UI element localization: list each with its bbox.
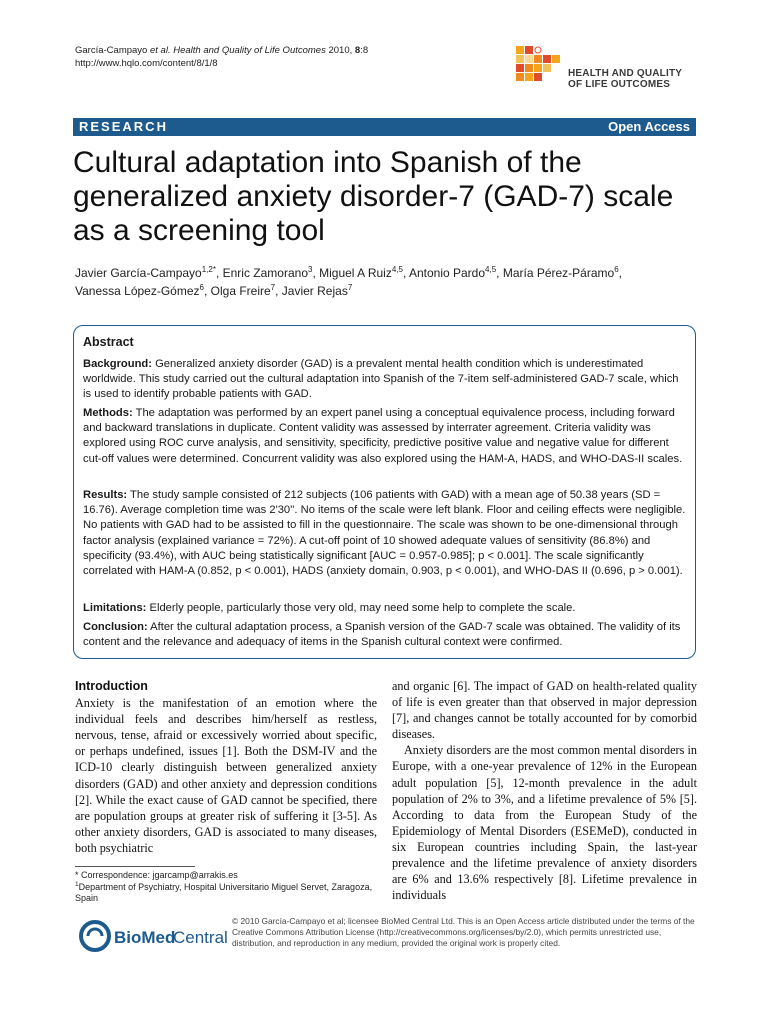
author-name: Javier Rejas <box>281 284 348 298</box>
citation-journal: Health and Quality of Life Outcomes <box>173 45 326 56</box>
abstract-section-text: The adaptation was performed by an expert panel using a conceptual equivalence process, including forward and backward translations in duplicate. Content validity was assessed by interrater agreement. Criteria validity was explored using ROC curve analysis, and sensitivity, specificity, predictive positive value and negative value for different cut-off values were determined. Concurrent validity was also explored using the HAM-A, HADS, and WHO-DAS-II scales. <box>83 407 683 465</box>
author-separator: , <box>215 266 223 280</box>
author-separator: , <box>496 266 503 280</box>
license-text: © 2010 García-Campayo et al; licensee BioMed Central Ltd. This is an Open Access article distributed under the terms of the Creative Commons Attribution License (http://creativecommons.org/licenses/by/2.0), which permits unrestricted use, distribution, and reproduction in any medium, provided the original work is properly cited. <box>232 916 695 948</box>
author-name: Antonio Pardo <box>408 266 486 280</box>
author-affiliation-sup: 6 <box>614 265 619 274</box>
correspondence-note: * Correspondence: jgarcamp@arrakis.es <box>75 870 238 880</box>
affiliation-sup: 1 <box>75 880 79 888</box>
abstract-section-text: Generalized anxiety disorder (GAD) is a prevalent mental health condition which is underestimated worldwide. This study carried out the cultural adaptation into Spanish of the 7-item self-administered GAD-7 scale, which is used to identify probable patients with GAD. <box>83 358 679 401</box>
affiliation-text: Department of Psychiatry, Hospital Universitario Miguel Servet, Zaragoza, Spain <box>75 881 373 903</box>
article-title: Cultural adaptation into Spanish of the generalized anxiety disorder-7 (GAD-7) scale as a screening tool <box>73 146 674 247</box>
abstract-section-label: Conclusion: <box>83 621 148 633</box>
abstract-section-label: Methods: <box>83 407 133 419</box>
author-separator: , <box>402 266 409 280</box>
abstract-conclusion <box>83 620 688 650</box>
abstract-section-label: Results: <box>83 489 128 501</box>
abstract-section-label: Background: <box>83 358 152 370</box>
article-url[interactable]: http://www.hqlo.com/content/8/1/8 <box>75 58 218 69</box>
body-column-right <box>392 678 697 903</box>
body-paragraph: and organic [6]. The impact of GAD on health-related quality of life is even greater than that observed in major depression [7], and changes cannot be totally accounted for by comorbid diseases. <box>392 679 697 742</box>
citation-etal: et al. <box>149 45 171 56</box>
biomed-logo-mark <box>78 918 228 954</box>
footnotes <box>75 870 375 905</box>
biomed-central-logo <box>78 918 228 954</box>
header-citation <box>75 44 368 70</box>
journal-logo-line2: OF LIFE OUTCOMES <box>568 79 671 90</box>
author-separator: , <box>203 284 211 298</box>
author-name: Enric Zamorano <box>222 266 308 280</box>
abstract-results <box>83 488 688 579</box>
intro-paragraph: Anxiety is the manifestation of an emotion where the individual feels and describes him/herself as restless, nervous, tense, afraid or excessively worried about specific, or perhaps undefined, issues [1]. Both the DSM-IV and the ICD-10 clearly distinguish between generalized anxiety disorders (GAD) and other anxiety and depression conditions [2]. While the exact cause of GAD cannot be specified, there are population groups at greater risk of suffering it [3-5]. As other anxiety disorders, GAD is associated to many diseases, both psychiatric <box>75 696 377 855</box>
author-list <box>75 264 715 300</box>
author-affiliation-sup: 1,2* <box>201 265 216 274</box>
journal-logo-mark <box>510 44 568 90</box>
author-name: Olga Freire <box>210 284 271 298</box>
abstract-section-label: Limitations: <box>83 602 147 614</box>
footnote-rule <box>75 866 195 867</box>
citation-issue: :8 <box>360 45 369 56</box>
author-affiliation-sup: 4,5 <box>485 265 497 274</box>
citation-year: 2010, <box>328 45 353 56</box>
abstract-section-text: The study sample consisted of 212 subjects (106 patients with GAD) with a mean age of 50.38 years (SD = 16.76). Average completion time was 2'30''. No items of the scale were left blank. Floor and ceiling effects were negligible. No patients with GAD had to be assisted to fill in the questionnaire. The scale was shown to be one-dimensional through factor analysis (explained variance = 72%). A cut-off point of 10 showed adequate values of sensitivity (86.8%) and specificity (93.4%), with AUC being statistically significant [AUC = 0.957-0.985]; p < 0.001]. The scale significantly correlated with HAM-A (0.852, p < 0.001), HADS (anxiety domain, 0.903, p < 0.001), and WHO-DAS II (0.696, p > 0.001). <box>83 489 686 578</box>
author-separator: , <box>618 266 622 280</box>
author-affiliation-sup: 7 <box>347 283 353 292</box>
biomed-logo-word2: Central <box>173 928 228 947</box>
author-affiliation-sup: 7 <box>270 283 276 292</box>
abstract-heading: Abstract <box>83 335 134 349</box>
author-name: Javier García-Campayo <box>75 266 202 280</box>
open-access-label: Open Access <box>608 119 690 134</box>
journal-logo <box>510 44 700 102</box>
abstract-section-text: After the cultural adaptation process, a Spanish version of the GAD-7 scale was obtained. The validity of its content and the relevance and adequacy of items in the Spanish cultural context were confirmed. <box>83 621 681 649</box>
author-affiliation-sup: 3 <box>308 265 313 274</box>
author-name: María Pérez-Páramo <box>502 266 615 280</box>
biomed-logo-word1: BioMed <box>114 928 176 947</box>
body-paragraph: Anxiety disorders are the most common mental disorders in Europe, with a one-year prevalence of 12% in the European adult population [5], 12-month prevalence in the adult population of 2% to 3%, and a lifetime prevalence of 5% [5]. According to data from the European Study of the Epidemiology of Mental Disorders (ESEMeD), conducted in six European countries including Spain, the last-year prevalence and the lifetime prevalence of anxiety disorders are 6% and 13.6% respectively [8]. Lifetime prevalence in individuals <box>392 743 697 903</box>
author-affiliation-sup: 6 <box>199 283 204 292</box>
abstract-limitations <box>83 601 688 616</box>
author-affiliation-sup: 4,5 <box>391 265 403 274</box>
abstract-methods <box>83 406 688 467</box>
section-banner <box>73 118 696 136</box>
journal-logo-text <box>568 68 682 90</box>
introduction-heading: Introduction <box>75 679 148 693</box>
journal-logo-line1: HEALTH AND QUALITY <box>568 68 683 79</box>
author-name: Miguel A Ruiz <box>319 266 392 280</box>
author-separator: , <box>312 266 320 280</box>
body-column-left <box>75 678 377 856</box>
abstract-section-text: Elderly people, particularly those very old, may need some help to complete the scale. <box>149 602 576 614</box>
author-separator: , <box>275 284 282 298</box>
author-name: Vanessa López-Gómez <box>75 284 200 298</box>
abstract-background <box>83 357 688 403</box>
citation-volume: 8 <box>354 45 361 56</box>
section-label: RESEARCH <box>79 119 168 134</box>
affiliation-note <box>75 882 375 905</box>
citation-line <box>75 44 368 57</box>
citation-author: García-Campayo <box>75 45 148 56</box>
